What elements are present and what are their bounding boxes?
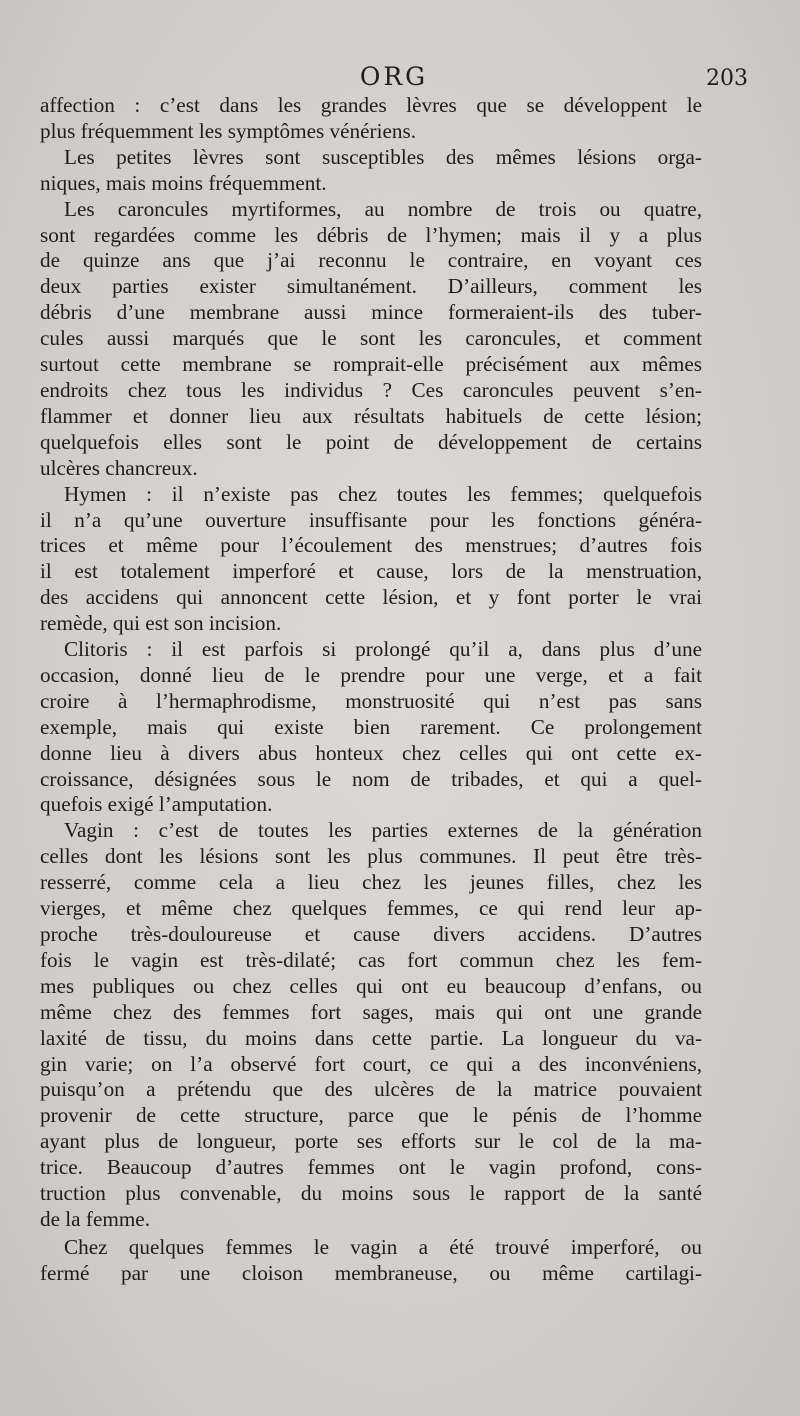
text-line: Clitoris : il est parfois si prolongé qu’il a, dans plus d’une bbox=[64, 637, 702, 662]
text-line: Les petites lèvres sont susceptibles des mêmes lésions orga- bbox=[64, 144, 702, 169]
text-line: même chez des femmes fort sages, mais qui ont une grande bbox=[40, 999, 702, 1024]
text-line: ulcères chancreux. bbox=[40, 455, 198, 480]
text-line: fermé par une cloison membraneuse, ou même cartilagi- bbox=[40, 1260, 702, 1285]
text-line: Les caroncules myrtiformes, au nombre de trois ou quatre, bbox=[64, 196, 702, 221]
running-head: ORG bbox=[359, 62, 429, 91]
paragraph bbox=[40, 93, 702, 145]
text-line: donne lieu à divers abus honteux chez celles qui ont cette ex- bbox=[40, 740, 702, 765]
text-line: proche très-douloureuse et cause divers accidens. D’autres bbox=[40, 922, 702, 946]
text-line: quefois exigé l’amputation. bbox=[40, 792, 273, 817]
text-line: resserré, comme cela a lieu chez les jeunes filles, chez les bbox=[40, 870, 702, 895]
text-line: de quinze ans que j’ai reconnu le contraire, en voyant ces bbox=[40, 248, 702, 273]
text-line: des accidens qui annoncent cette lésion, et y font porter le vrai bbox=[40, 585, 702, 610]
paragraph bbox=[40, 818, 702, 1233]
text-line: occasion, donné lieu de le prendre pour une verge, et a fait bbox=[40, 662, 702, 687]
page-body bbox=[40, 93, 702, 1287]
text-line: niques, mais moins fréquemment. bbox=[40, 170, 327, 195]
text-line: truction plus convenable, du moins sous le rapport de la santé bbox=[40, 1181, 702, 1206]
text-line: flammer et donner lieu aux résultats habituels de cette lésion; bbox=[40, 403, 702, 428]
text-line: affection : c’est dans les grandes lèvres que se développent le bbox=[40, 93, 702, 117]
text-line: croissance, désignées sous le nom de tribades, et qui a quel- bbox=[40, 766, 702, 791]
text-line: Chez quelques femmes le vagin a été trouvé imperforé, ou bbox=[64, 1234, 702, 1259]
text-line: Hymen : il n’existe pas chez toutes les femmes; quelquefois bbox=[64, 481, 702, 506]
text-line: provenir de cette structure, parce que le pénis de l’homme bbox=[40, 1103, 702, 1128]
text-line: mes publiques ou chez celles qui ont eu beaucoup d’enfans, ou bbox=[40, 973, 702, 998]
text-line: Vagin : c’est de toutes les parties externes de la génération bbox=[64, 818, 702, 843]
text-line: il n’a qu’une ouverture insuffisante pour les fonctions généra- bbox=[40, 507, 702, 532]
text-line: celles dont les lésions sont les plus communes. Il peut être très- bbox=[40, 844, 702, 869]
text-line: exemple, mais qui existe bien rarement. Ce prolongement bbox=[40, 714, 702, 739]
text-line: quelquefois elles sont le point de développement de certains bbox=[40, 429, 702, 454]
text-line: cules aussi marqués que le sont les caroncules, et comment bbox=[40, 326, 702, 351]
text-line: remède, qui est son incision. bbox=[40, 611, 282, 636]
text-line: trices et même pour l’écoulement des menstrues; d’autres fois bbox=[40, 533, 702, 558]
text-line: trice. Beaucoup d’autres femmes ont le vagin profond, cons- bbox=[40, 1155, 702, 1180]
text-line: plus fréquemment les symptômes vénériens. bbox=[40, 118, 416, 143]
text-line: gin varie; on l’a observé fort court, ce qui a des inconvéniens, bbox=[40, 1051, 702, 1076]
text-line: croire à l’hermaphrodisme, monstruosité qui n’est pas sans bbox=[40, 688, 702, 713]
paragraph bbox=[40, 637, 702, 818]
text-line: endroits chez tous les individus ? Ces caroncules peuvent s’en- bbox=[40, 377, 702, 402]
text-line: surtout cette membrane se romprait-elle précisément aux mêmes bbox=[40, 352, 702, 377]
text-line: vierges, et même chez quelques femmes, ce qui rend leur ap- bbox=[40, 896, 702, 921]
paragraph bbox=[40, 1235, 702, 1287]
text-line: laxité de tissu, du moins dans cette partie. La longueur du va- bbox=[40, 1025, 702, 1050]
text-line: il est totalement imperforé et cause, lors de la menstruation, bbox=[40, 559, 702, 584]
page-header bbox=[40, 62, 748, 92]
text-line: deux parties exister simultanément. D’ailleurs, comment les bbox=[40, 274, 702, 299]
text-line: fois le vagin est très-dilaté; cas fort commun chez les fem- bbox=[40, 947, 702, 972]
text-line: sont regardées comme les débris de l’hymen; mais il y a plus bbox=[40, 222, 702, 247]
paragraph bbox=[40, 145, 702, 197]
paragraph bbox=[40, 482, 702, 637]
text-line: puisqu’on a prétendu que des ulcères de la matrice pouvaient bbox=[40, 1077, 702, 1102]
text-line: ayant plus de longueur, porte ses efforts sur le col de la ma- bbox=[40, 1129, 702, 1154]
paragraph bbox=[40, 197, 702, 482]
text-line: débris d’une membrane aussi mince formeraient-ils des tuber- bbox=[40, 300, 702, 325]
page-number: 203 bbox=[706, 66, 748, 91]
text-line: de la femme. bbox=[40, 1206, 151, 1231]
